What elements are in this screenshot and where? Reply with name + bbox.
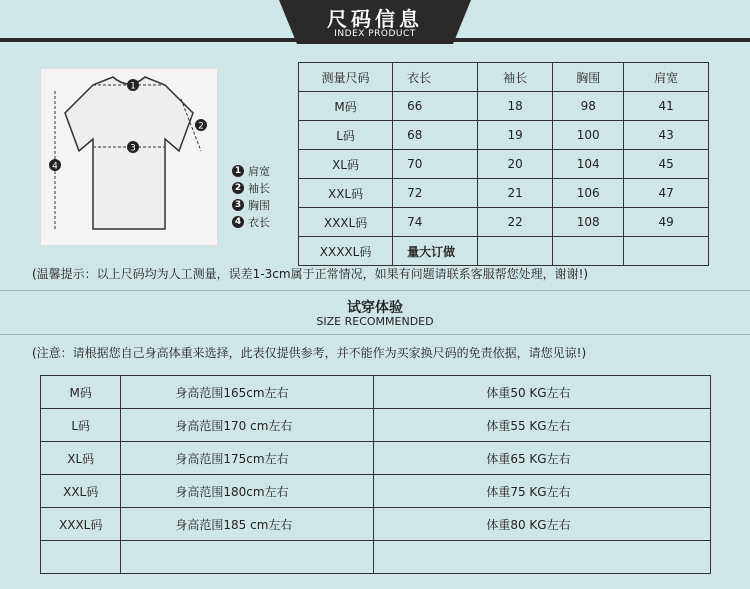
table-cell: 66 [393, 92, 478, 121]
legend-number: 3 [232, 199, 244, 211]
table-cell [374, 541, 711, 574]
table-cell [121, 541, 374, 574]
table-cell: 身高范围180cm左右 [121, 475, 374, 508]
table-row [299, 150, 709, 179]
table-cell: M码 [41, 376, 121, 409]
table-row [41, 376, 711, 409]
legend-label: 胸围 [248, 198, 270, 212]
table-row [41, 508, 711, 541]
table-cell: 身高范围170 cm左右 [121, 409, 374, 442]
table-cell: 43 [624, 121, 709, 150]
table-cell: 47 [624, 179, 709, 208]
table-cell: 身高范围165cm左右 [121, 376, 374, 409]
marker-3: 3 [130, 143, 136, 154]
table-cell: 104 [553, 150, 624, 179]
table-row [299, 92, 709, 121]
size-measurement-table [298, 62, 709, 266]
divider [0, 290, 750, 291]
table-cell: 体重50 KG左右 [374, 376, 711, 409]
measurement-note: (温馨提示：以上尺码均为人工测量，误差1-3cm属于正常情况，如果有问题请联系客服帮您处理，谢谢!) [32, 267, 589, 281]
table-header-row [299, 63, 709, 92]
table-row [299, 237, 709, 266]
legend-label: 肩宽 [248, 164, 270, 178]
legend-label: 衣长 [248, 215, 270, 229]
table-cell: 19 [478, 121, 553, 150]
table-cell: M码 [299, 92, 393, 121]
table-row [299, 179, 709, 208]
section-title: 试穿体验 [347, 300, 403, 316]
table-cell: L码 [299, 121, 393, 150]
table-row [41, 541, 711, 574]
legend-number: 4 [232, 216, 244, 228]
table-cell: 体重55 KG左右 [374, 409, 711, 442]
tshirt-illustration [41, 69, 217, 245]
table-cell: 72 [393, 179, 478, 208]
table-cell: XXXXL码 [299, 237, 393, 266]
header-cell: 衣长 [393, 63, 478, 92]
marker-2: 2 [198, 121, 204, 132]
marker-4: 4 [52, 161, 58, 172]
table-cell: 106 [553, 179, 624, 208]
table-row [41, 475, 711, 508]
table-cell: 70 [393, 150, 478, 179]
measure-legend [232, 162, 270, 230]
table-cell: 18 [478, 92, 553, 121]
recommend-table [40, 375, 711, 574]
legend-item [232, 213, 270, 230]
header-badge [297, 0, 453, 44]
tshirt-diagram [40, 68, 218, 246]
table-row [299, 208, 709, 237]
table-row [41, 409, 711, 442]
table-row [299, 121, 709, 150]
legend-number: 2 [232, 182, 244, 194]
table-cell: XXL码 [299, 179, 393, 208]
table-cell: XXXL码 [299, 208, 393, 237]
table-cell: 108 [553, 208, 624, 237]
table-cell: 身高范围185 cm左右 [121, 508, 374, 541]
legend-item [232, 162, 270, 179]
table-cell: L码 [41, 409, 121, 442]
table-cell: XXL码 [41, 475, 121, 508]
header-subtitle: INDEX PRODUCT [334, 29, 416, 39]
marker-1: 1 [130, 81, 136, 92]
table-cell: 体重80 KG左右 [374, 508, 711, 541]
table-cell: 20 [478, 150, 553, 179]
table-cell: 68 [393, 121, 478, 150]
table-cell: XL码 [299, 150, 393, 179]
table-cell: 41 [624, 92, 709, 121]
table-cell: 100 [553, 121, 624, 150]
section-subtitle: SIZE RECOMMENDED [316, 315, 434, 328]
table-cell: 98 [553, 92, 624, 121]
divider [0, 334, 750, 335]
table-cell: 21 [478, 179, 553, 208]
table-cell: 体重75 KG左右 [374, 475, 711, 508]
table-cell: 22 [478, 208, 553, 237]
table-cell: 45 [624, 150, 709, 179]
legend-number: 1 [232, 165, 244, 177]
table-cell: XL码 [41, 442, 121, 475]
table-cell: 74 [393, 208, 478, 237]
table-cell [478, 237, 553, 266]
table-cell [553, 237, 624, 266]
header-cell: 测量尺码 [299, 63, 393, 92]
table-cell: 49 [624, 208, 709, 237]
legend-label: 袖长 [248, 181, 270, 195]
legend-item [232, 196, 270, 213]
legend-item [232, 179, 270, 196]
header-cell: 胸围 [553, 63, 624, 92]
recommend-note: (注意：请根据您自己身高体重来选择，此表仅提供参考，并不能作为买家换尺码的免责依据，请您见谅!) [32, 346, 587, 360]
table-row [41, 442, 711, 475]
table-cell: XXXL码 [41, 508, 121, 541]
header-cell: 袖长 [478, 63, 553, 92]
table-cell [624, 237, 709, 266]
table-cell: 量大订做 [393, 237, 478, 266]
table-cell: 体重65 KG左右 [374, 442, 711, 475]
table-cell: 身高范围175cm左右 [121, 442, 374, 475]
header-title: 尺码信息 [327, 7, 423, 31]
header-cell: 肩宽 [624, 63, 709, 92]
table-cell [41, 541, 121, 574]
